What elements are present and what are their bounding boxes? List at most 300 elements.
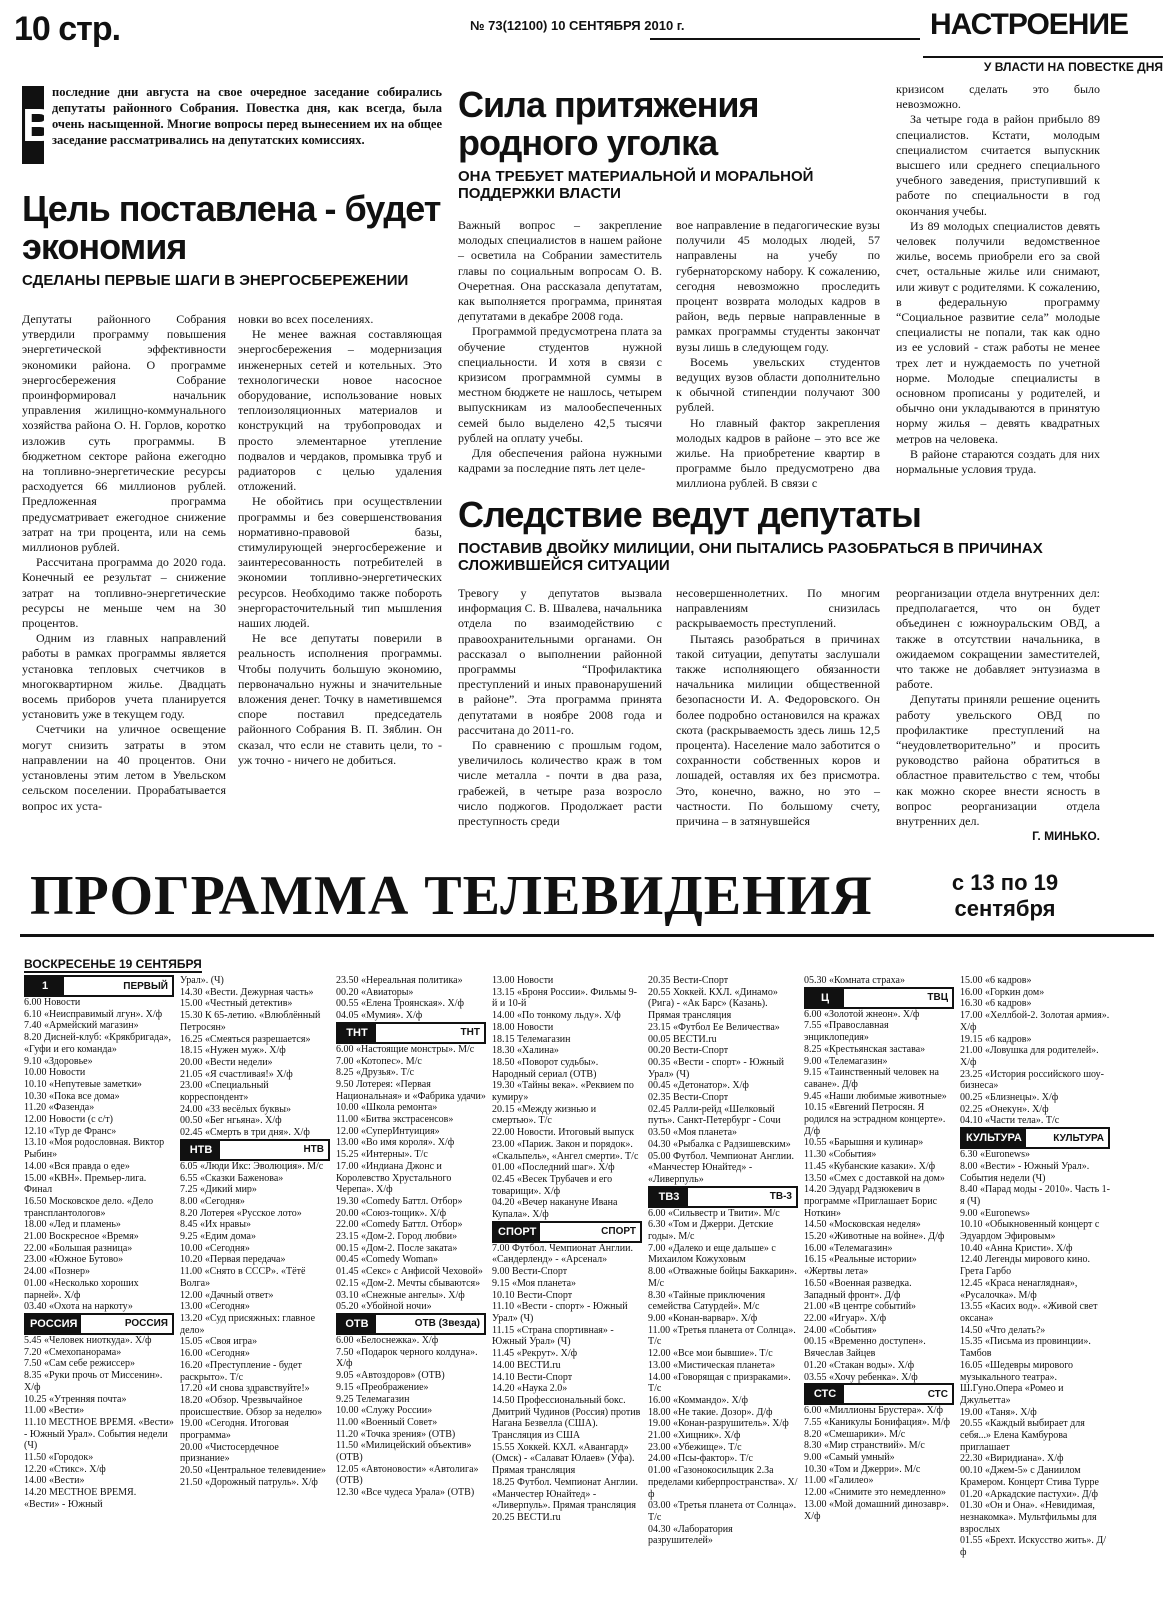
program-entry: 21.00 «Ловушка для родителей». Х/ф [960,1045,1099,1068]
program-entry: 20.25 ВЕСТИ.ru [492,1511,561,1523]
program-entry: 6.55 «Сказки Баженова» [180,1172,284,1184]
program-entry: 13.50 «Смех с доставкой на дом» [804,1172,945,1184]
program-entry: 24.00 «Псы-фактор». Т/с [648,1453,753,1465]
program-entry: 16.05 «Шедевры мирового музыкального театра». Ш.Гуно.Опера «Ромео и Джульетта» [960,1359,1074,1406]
program-entry: 10.55 «Барышня и кулинар» [804,1137,924,1149]
program-entry: 7.20 «Смехопанорама» [24,1346,122,1358]
paragraph: Рассчитана программа до 2020 года. Конечный ее результат – снижение затрат на топливно-энергетические ресурсы не меньше чем на 30 процентов. [22,555,226,631]
channel-name: ОТВ (Звезда) [414,1318,480,1330]
paragraph: Программой предусмотрена плата за обучение студентов нужной специальности. И хотя в связи с кризисом программной суммы в местном бюджете не нашлось, четырем выпускникам из малообеспеченных семей было выделено 42,5 тысячи рублей на оплату учебы. [458,324,662,445]
program-entry: 16.50 Московское дело. «Дело трансплантологов» [24,1195,154,1219]
program-entry: 9.00 «Самый умный» [804,1452,895,1464]
issue-info: № 73(12100) 10 СЕНТЯБРЯ 2010 г. [470,18,685,33]
program-entry: 03.10 «Снежные ангелы». Х/ф [336,1289,465,1301]
program-entry: 6.30 «Euronews» [960,1149,1030,1161]
program-entry: 9.00 «Конан-варвар». Х/ф [648,1312,758,1324]
channel-logo-icon: ОТВ [338,1315,376,1333]
program-entry: 14.00 «По тонкому льду». Х/ф [492,1010,621,1022]
program-entry: 14.30 «Вести. Дежурная часть» [180,986,314,998]
program-entry: 11.00 «Военный Совет» [336,1416,438,1428]
program-entry: 8.25 «Друзья». Т/с [336,1067,415,1079]
program-entry: 23.00 «Южное Бутово» [24,1254,124,1266]
channel-logo-icon: КУЛЬТУРА [962,1129,1026,1147]
program-entry: 18.15 «Нужен муж». Х/ф [180,1045,286,1057]
program-entry: 18.25 Футбол. Чемпионат Англии. «Манчестер Юнайтед» - «Ливерпуль». Прямая трансляция [492,1476,638,1512]
program-entry: 6.00 «Белоснежка». Х/ф [336,1334,439,1346]
program-entry: 01.00 «Газонокосильщик 2.За пределами киберпространства». Х/ф [648,1465,798,1500]
paragraph: За четыре года в район прибыло 89 специалистов. Кстати, молодым специалистом считается выпускник высшего или среднего специального учебного заведения, приступивший к работе по специальности в год окончания учебы. [896,112,1100,218]
paragraph: Но главный фактор закрепления молодых кадров в районе – это все же жилье. На приобретение квартир в программе было предусмотрено два миллиона рублей. В связи с [676,415,880,491]
program-entry: 11.30 «События» [804,1149,877,1161]
program-entry: 04.20 «Вечер накануне Ивана Купала». Х/ф [492,1197,618,1221]
program-entry: 10.10 «Обыкновенный концерт с Эдуардом Эфировым» [960,1219,1100,1243]
program-entry: 7.40 «Армейский магазин» [24,1020,139,1032]
program-entry: 9.25 Телемагазин [336,1393,410,1405]
program-entry: 02.35 Вести-Спорт [648,1092,729,1104]
program-entry: 7.00 Футбол. Чемпионат Англии. «Сандерленд» - «Арсенал» [492,1242,633,1266]
program-entry: 11.15 «Страна спортивная» - Южный Урал» (Ч) [492,1324,614,1348]
program-entry: 16.00 «Телемагазин» [804,1242,893,1254]
program-entry: 20.55 Хоккей. КХЛ. «Динамо» (Рига) - «Ак Барс» (Казань). Прямая трансляция [648,986,778,1022]
program-entry: 18.15 Телемагазин [492,1033,571,1045]
program-entry: 7.00 «Котопес». М/с [336,1055,422,1067]
program-entry: 16.15 «Реальные истории» «Жертвы лета» [804,1254,917,1278]
program-entry: 6.00 «Настоящие монстры». М/с [336,1043,475,1055]
program-entry: 19.00 «Таня». Х/ф [960,1406,1037,1418]
program-entry: 10.20 «Первая передача» [180,1254,286,1266]
program-entry: 14.50 Профессиональный бокс. Дмитрий Чудинов (Россия) против Нагана Безвелла (США). Трансляция из США [492,1394,641,1442]
program-entry: 14.00 «Вся правда о еде» [24,1160,130,1172]
program-entry: 20.55 «Каждый выбирает для себя...» Елена Камбурова приглашает [960,1418,1085,1453]
paragraph: Восемь увельских студентов ведущих вузов области дополнительно к обычной стипендии получают 300 рублей. [676,354,880,415]
program-entry: 18.20 «Обзор. Чрезвычайное происшествие. Обзор за неделю» [180,1394,323,1418]
program-entry: 10.30 «Том и Джерри». М/с [804,1463,921,1475]
program-entry: 11.20 «Фазенда» [24,1102,95,1114]
program-entry: 10.00 «Сегодня» [180,1242,250,1254]
article3-title: Следствие ведут депутаты [458,494,921,535]
paragraph: Пытаясь разобраться в причинах такой ситуации, депутаты заслушали также исполняющего обязанности начальника милиции общественной безопасности И. А. Федоровского. Он более подробно остановился на кражах скота (раскрываемость здесь лишь 12,5 процента). Население мало заботится о сохранности собственных коров и лошадей, оставляя их без присмотра. Это, конечно, важно, но это – частности. По большому счету, причина – в затянувшейся [676,631,880,829]
program-entry: 8.30 «Мир странствий». М/с [804,1440,925,1452]
rubric-title: НАСТРОЕНИЕ [930,8,1129,41]
program-entry: 12.10 «Тур де Франс» [24,1125,117,1137]
program-entry: 15.55 Хоккей. КХЛ. «Авангард» (Омск) - «Салават Юлаев» (Уфа). Прямая трансляция [492,1441,635,1477]
article3-col2 [676,586,880,829]
program-entry: 7.55 «Каникулы Бонифация». М/ф [804,1416,950,1428]
tv-column [492,975,642,1524]
program-entry: 14.20 МЕСТНОЕ ВРЕМЯ. «Вести» - Южный [24,1487,137,1510]
program-entry: 14.00 ВЕСТИ.ru [492,1359,561,1371]
program-entry: 17.20 «И снова здравствуйте!» [180,1383,310,1395]
program-entry: 00.45 «Comedy Woman» [336,1254,439,1266]
program-entry: 9.10 «Здоровье» [24,1055,93,1067]
article3-subtitle: ПОСТАВИВ ДВОЙКУ МИЛИЦИИ, ОНИ ПЫТАЛИСЬ РАЗОБРАТЬСЯ В ПРИЧИНАХ СЛОЖИВШЕЙСЯ СИТУАЦИИ [458,540,1043,574]
program-entry: 8.20 Дисней-клуб: «Крякбригада», «Гуфи и его команда» [24,1032,172,1055]
program-entry: 8.25 «Крестьянская застава» [804,1043,926,1055]
program-entry: 6.10 «Неисправимый лгун». Х/ф [24,1008,163,1020]
program-entry: 00.35 «Вести - спорт» - Южный Урал» (Ч) [648,1056,784,1080]
header-rule [650,38,920,40]
channel-name: РОССИЯ [124,1318,168,1330]
program-entry: 16.00 «Сегодня» [180,1348,250,1360]
program-entry: 9.00 «Телемагазин» [804,1055,888,1067]
tv-column [24,975,174,1511]
program-entry: 01.00 «Несколько хороших парней». Х/ф [24,1277,139,1301]
channel-name: ТВ-3 [769,1191,792,1203]
page-number: 10 стр. [14,10,121,48]
program-entry: 6.00 Новости [24,997,81,1008]
program-entry: 11.00 «Битва экстрасенсов» [336,1114,454,1126]
program-entry: Урал». (Ч) [180,975,224,986]
channel-logo-icon: ТНТ [338,1024,376,1042]
program-entry: 6.00 «Золотой жнеон». Х/ф [804,1008,920,1020]
program-entry: 23.15 «Дом-2. Город любви» [336,1231,458,1243]
program-entry: 8.35 «Руки прочь от Миссенин». Х/ф [24,1370,163,1393]
program-entry: 11.00 «Снято в СССР». «Тётё Волга» [180,1266,306,1289]
program-entry: 22.00 «Comedy Баттл. Отбор» [336,1219,463,1231]
program-entry: 01.55 «Брехт. Искусство жить». Д/ф [960,1535,1106,1559]
intro-block [22,84,442,164]
program-entry: 12.45 «Краса ненаглядная», «Русалочка». М/ф [960,1277,1078,1301]
article3-col3 [896,586,1100,843]
channel-name: СТС [927,1388,948,1400]
channel-header [804,987,954,1009]
program-entry: 03.00 «Третья планета от Солнца». Т/с [648,1500,797,1523]
article1-col2 [238,312,442,768]
tv-column [960,975,1110,1559]
program-entry: 10.10 «Непутевые заметки» [24,1078,142,1090]
program-entry: 8.20 «Смешарики». М/с [804,1428,906,1440]
tv-day-label: ВОСКРЕСЕНЬЕ 19 СЕНТЯБРЯ [24,957,202,971]
program-entry: 24.00 «Познер» [24,1266,90,1278]
program-entry: 00.15 «Временно доступен». Вячеслав Зайцев [804,1336,926,1360]
program-entry: 23.00 «Специальный корреспондент» [180,1080,269,1104]
program-entry: 16.00 «Горкин дом» [960,986,1045,998]
program-entry: 13.00 «Сегодня» [180,1301,250,1313]
program-entry: 01.20 «Аркадские пастухи». Д/ф [960,1488,1098,1500]
program-entry: 11.50 «Милицейский объектив» (ОТВ) [336,1440,472,1464]
paragraph: Тревогу у депутатов вызвала информация С. В. Швалева, начальника отдела по взаимодействию с правоохранительными органами. Он рассказал о выполнении районной программы “Профилактика преступлений и иных правонарушений в районе”. Эта программа принята депутатами в ноябре 2008 года и рассчитана до 2011-го. [458,586,662,737]
program-entry: 02.45 «Весек Трубачев и его товарищи». Х/ф [492,1173,613,1197]
program-entry: 20.00 «Вести недели» [180,1056,273,1068]
program-entry: 6.00 «Миллионы Брустера». Х/ф [804,1405,943,1417]
program-entry: 12.05 «Автоновости» «Автолига» (ОТВ) [336,1463,479,1487]
program-entry: 23.15 «Футбол Ее Величества» [648,1021,780,1033]
article3-signature: Г. МИНЬКО. [1032,829,1100,844]
program-entry: 00.20 Вести-Спорт [648,1045,729,1057]
paragraph: Важный вопрос – закрепление молодых специалистов в нашем районе – осветила на Собрании заместитель главы по социальным вопросам О. В. Очеретная. Она рассказала депутатам, как выполняется программа, принятая депутатами в декабре 2008 года. [458,218,662,324]
program-entry: 8.20 Лотерея «Русское лото» [180,1207,302,1219]
program-entry: 11.00 «Вести» [24,1405,85,1417]
program-entry: 03.50 «Моя планета» [648,1127,738,1139]
channel-logo-icon: РОССИЯ [26,1315,81,1333]
program-entry: 03.40 «Охота на наркоту» [24,1301,133,1313]
program-entry: 11.00 «Галилео» [804,1475,874,1487]
intro-text: последние дни августа на свое очередное заседание собирались депутаты районного Собрания. Повестка дня, как всегда, была очень насыщенной. Многие вопросы перед вынесением их на общее заседание рассматривались на депутатских комиссиях. [52,85,442,147]
channel-logo-icon: 1 [26,977,64,995]
channel-header [336,1313,486,1335]
program-entry: 12.00 «Снимите это немедленно» [804,1487,947,1499]
channel-name: СПОРТ [601,1226,636,1238]
paragraph: Одним из главных направлений работы в рамках программы является установка тепловых счетчиков в многоквартирном жилье. Двадцать восемь приборов учета планируется установить уже в текущем году. [22,631,226,722]
program-entry: 15.30 К 65-летию. «Влюблённый Петросян» [180,1010,321,1033]
tv-column [648,975,798,1547]
program-entry: 12.00 Новости (с с/т) [24,1114,113,1126]
program-entry: 9.15 «Таинственный человек на саване». Д/ф [804,1067,939,1090]
program-entry: 13.15 «Броня России». Фильмы 9-й и 10-й [492,986,638,1010]
tv-column [180,975,330,1489]
program-entry: 21.05 «Я счастливая!» Х/ф [180,1068,293,1080]
program-entry: 14.20 Эдуард Радзюкевич в программе «Приглашает Борис Ноткин» [804,1184,938,1219]
program-entry: 11.45 «Рекрут». Х/ф [492,1348,578,1360]
program-entry: 15.25 «Интерны». Т/с [336,1149,428,1161]
program-entry: 13.00 «Во имя короля». Х/ф [336,1137,455,1149]
program-entry: 19.00 «Сегодня. Итоговая программа» [180,1418,289,1442]
program-entry: 11.10 «Вести - спорт» - Южный Урал» (Ч) [492,1301,628,1324]
channel-header [24,1313,174,1335]
channel-header [648,1186,798,1208]
program-entry: 23.50 «Нереальная политика» [336,975,463,986]
program-entry: 19.30 «Тайны века». «Реквием по кумиру» [492,1080,634,1104]
program-entry: 23.25 «История российского шоу-бизнеса» [960,1068,1104,1092]
program-entry: 12.40 Легенды мирового кино. Грета Гарбо [960,1254,1090,1278]
program-entry: 22.00 «Игуар». Х/ф [804,1312,887,1324]
article1-subtitle: СДЕЛАНЫ ПЕРВЫЕ ШАГИ В ЭНЕРГОСБЕРЕЖЕНИИ [22,272,409,289]
program-entry: 10.25 «Утренняя почта» [24,1393,127,1405]
article2-col1 [458,218,662,476]
paragraph: Не обойтись при осуществлении программы и без совершенствования нормативно-правовой базы, стимулирующей энергосбережение и заинтересованность потребителей в экономии топливно-энергетических ресурсов. Необходимо также побороть энергорасточительный тип мышления наших людей. [238,494,442,631]
program-entry: 15.00 «6 кадров» [960,975,1032,986]
tv-column [804,975,954,1522]
program-entry: 02.15 «Дом-2. Мечты сбываются» [336,1277,481,1289]
program-entry: 16.30 «6 кадров» [960,998,1032,1010]
channel-logo-icon: НТВ [182,1141,220,1159]
program-entry: 9.00 Вести-Спорт [492,1266,568,1278]
program-entry: 00.25 «Близнецы». Х/ф [960,1092,1059,1104]
program-entry: 17.00 «Хеллбой-2. Золотая армия». Х/ф [960,1010,1110,1033]
program-entry: 14.10 Вести-Спорт [492,1371,573,1383]
program-entry: 16.50 «Военная разведка. Западный фронт». Д/ф [804,1277,912,1301]
program-entry: 14.50 «Что делать?» [960,1324,1046,1336]
program-entry: 11.00 «Третья планета от Солнца». Т/с [648,1324,796,1348]
program-entry: 22.00 «Большая разница» [24,1242,133,1254]
program-entry: 10.00 «Служу России» [336,1405,433,1417]
paragraph: вое направление в педагогические вузы получили 45 молодых людей, 57 направлены на учебу по губернаторскому набору. К сожалению, сегодня невозможно проследить процент возврата молодых кадров в район, ведь первые направленные в рамках программы студенты закончат вузы лишь в следующем году. [676,218,880,354]
paragraph: Не менее важная составляющая энергосбережения – модернизация инженерных сетей и котельных. Это технологически новое насосное оборудование, использование новых теплоизоляционных материалов и конструкций на трубопроводах и просто элементарное утепление подвалов и чердаков, промывка труб и радиаторов с целью удаления отложений. [238,327,442,494]
program-entry: 24.00 «События» [804,1324,877,1336]
program-entry: 16.25 «Смеяться разрешается» [180,1033,311,1045]
program-entry: 10.00 «Школа ремонта» [336,1102,438,1114]
paragraph: Депутаты районного Собрания утвердили программу повышения энергетической эффективности экономики района. О программе энергосбережения Собрание проинформировал начальник управления жилищно-коммунального хозяйства района О. Н. Горлов, коротко изложив суть программы. В бюджетном секторе района ежегодно на топливно-энергетические ресурсы расходуется 66 миллионов рублей. Предложенная программа предусматривает ежегодное снижение затрат на три процента, или на семь миллионов рублей. [22,312,226,555]
article2-header [458,86,878,202]
program-entry: 01.20 «Стакан воды». Х/ф [804,1359,915,1371]
paragraph: Для обеспечения района нужными кадрами за последние пять лет целе- [458,446,662,476]
program-entry: 10.10 Вести-Спорт [492,1289,573,1301]
program-entry: 20.35 Вести-Спорт [648,975,729,986]
program-entry: 15.05 «Своя игра» [180,1336,258,1348]
program-entry: 05.30 «Комната страха» [804,975,905,986]
article2-col3 [896,82,1100,477]
program-entry: 17.00 «Индиана Джонс и Королевство Хрустального Черепа». Х/ф [336,1160,452,1196]
article3-col1 [458,586,662,829]
program-entry: 05.00 Футбол. Чемпионат Англии. «Манчестер Юнайтед» - «Ливерпуль» [648,1150,794,1185]
program-entry: 21.00 «Хищник». Х/ф [648,1430,741,1442]
program-entry: 16.20 «Преступление - будет раскрыто». Т/с [180,1359,302,1383]
program-entry: 00.15 «Дом-2. После заката» [336,1242,458,1254]
tv-column [336,975,486,1499]
paragraph: По сравнению с прошлым годом, увеличилось количество краж в том числе металла - почти в два раза, грабежей, в четыре раза возросло число поджогов. Продолжает расти преступность среди [458,738,662,829]
program-entry: 12.00 «СуперИнтуиция» [336,1125,440,1137]
program-entry: 04.05 «Мумия». Х/ф [336,1010,423,1022]
program-entry: 6.00 «Сильвестр и Твити». М/с [648,1207,780,1219]
program-entry: 7.25 «Дикий мир» [180,1184,257,1196]
program-entry: 01.30 «Он и Она». «Невидимая, незнакомка». Мультфильмы для взрослых [960,1500,1097,1535]
program-entry: 12.00 «Все мои бывшие». Т/с [648,1348,773,1360]
program-entry: 9.45 «Наши любимые животные» [804,1090,947,1102]
program-entry: 02.45 «Смерть в три дня». Х/ф [180,1127,310,1139]
program-entry: 20.00 «Чистосердечное признание» [180,1441,279,1465]
program-entry: 5.45 «Человек ниоткуда». Х/ф [24,1334,152,1346]
paragraph: Депутаты приняли решение оценить работу увельского ОВД по профилактике преступлений на “неудовлетворительно” и просить руководство района обратиться в областное правительство с тем, чтобы как можно скорее внести ясность в вопрос реорганизации отдела внутренних дел. [896,692,1100,829]
program-entry: 21.50 «Дорожный патруль». Х/ф [180,1476,318,1488]
program-entry: 9.00 «Euronews» [960,1207,1030,1219]
program-entry: 15.00 «Честный детектив» [180,998,293,1010]
program-entry: 9.15 «Моя планета» [492,1277,577,1289]
program-entry: 7.00 «Далеко и еще дальше» с Михаилом Кожуховым [648,1242,776,1266]
paragraph: новки во всех поселениях. [238,312,374,326]
program-entry: 19.15 «6 кадров» [960,1033,1032,1045]
program-entry: 05.20 «Убойной ночи» [336,1301,432,1313]
program-entry: 20.00 «Союз-тощик». Х/ф [336,1207,447,1219]
program-entry: 10.40 «Анна Кристи». Х/ф [960,1242,1073,1254]
program-entry: 7.50 «Подарок черного колдуна». Х/ф [336,1346,478,1370]
program-entry: 9.25 «Едим дома» [180,1231,256,1243]
program-entry: 6.05 «Люди Икс: Эволюция». М/с [180,1160,324,1172]
channel-logo-icon: СТС [806,1385,844,1403]
program-entry: 8.00 «Отважные бойцы Баккарин». М/с [648,1266,797,1289]
channel-name: ПЕРВЫЙ [123,980,168,992]
paragraph: реорганизации отдела внутренних дел: предполагается, что он будет объединен с южноуральским ОВД, а также в отсутствии начальника, в ожидаемом сокращении заместителей, что также не добавляет энтузиазма в работе. [896,586,1100,692]
tv-rule [20,934,1154,937]
program-entry: 00.50 «Бег нгьяна». Х/ф [180,1115,282,1127]
program-entry: 00.45 «Детонатор». Х/ф [648,1080,749,1092]
channel-name: НТВ [303,1144,324,1156]
program-entry: 00.55 «Елена Троянская». Х/ф [336,998,464,1010]
program-entry: 01.45 «Секс» с Анфисой Чеховой» [336,1266,483,1278]
channel-header [336,1022,486,1044]
program-entry: 14.50 «Московская неделя» [804,1219,921,1231]
program-entry: 8.30 «Тайные приключения семейства Сатурдей». М/с [648,1289,766,1313]
program-entry: 12.30 «Все чудеса Урала» (ОТВ) [336,1487,475,1499]
program-entry: 20.15 «Между жизнью и смертью». Т/с [492,1103,597,1127]
program-entry: 00.05 ВЕСТИ.ru [648,1033,717,1045]
program-entry: 8.00 «Сегодня» [180,1195,245,1207]
program-entry: 11.10 МЕСТНОЕ ВРЕМЯ. «Вести» - Южный Урал». События недели (Ч) [24,1416,174,1452]
paragraph: Счетчики на уличное освещение могут снизить затраты в этом направлении на 40 процентов. Они установлены этим летом в Увельском сельском поселении. Прорабатывается вопрос их уста- [22,722,226,813]
program-entry: 14.20 «Наука 2.0» [492,1383,568,1395]
channel-header [960,1127,1110,1149]
channel-logo-icon: СПОРТ [494,1223,540,1241]
program-entry: 13.00 «Мистическая планета» [648,1359,776,1371]
program-entry: 21.00 Воскресное «Время» [24,1231,139,1243]
program-entry: 22.00 Новости. Итоговый выпуск [492,1127,634,1139]
article3-header [458,496,1138,574]
program-entry: 10.00 Новости [24,1067,86,1079]
program-entry: 8.45 «Их нравы» [180,1219,251,1231]
program-entry: 03.55 «Хочу ребенка». Х/ф [804,1371,918,1383]
program-entry: 04.30 «Лаборатория разрушителей» [648,1523,733,1547]
channel-logo-icon: Ц [806,989,844,1007]
program-entry: 14.00 «Вести» [24,1475,85,1487]
program-entry: 8.40 «Парад моды - 2010». Часть 1-я (Ч) [960,1184,1110,1207]
program-entry: 14.00 «Говорящая с призраками». Т/с [648,1371,791,1395]
program-entry: 19.30 «Comedy Баттл. Отбор» [336,1195,463,1207]
program-entry: 21.00 «В центре событий» [804,1301,917,1313]
paragraph: несовершеннолетних. По многим направлениям снизилась раскрываемость преступлений. [676,586,880,631]
program-entry: 16.00 «Коммандо». Х/ф [648,1394,748,1406]
program-entry: 24.00 «33 весёлых буквы» [180,1103,291,1115]
program-entry: 7.50 «Сам себе режиссер» [24,1358,135,1370]
article1-header [22,190,442,289]
program-entry: 13.20 «Суд присяжных: главное дело» [180,1312,316,1336]
program-entry: 12.20 «Стикс». Х/ф [24,1463,106,1475]
program-entry: 00.20 «Авиаторы» [336,986,414,998]
program-entry: 9.50 Лотерея: «Первая Национальная» и «Фабрика удачи» [336,1078,486,1102]
channel-header [804,1383,954,1405]
rubric-subtitle: У ВЛАСТИ НА ПОВЕСТКЕ ДНЯ [923,56,1163,74]
program-entry: 01.00 «Последний шаг». Х/ф [492,1162,615,1174]
program-entry: 04.30 «Рыбалка с Радзишевским» [648,1138,791,1150]
program-entry: 15.35 «Письма из провинции». Тамбов [960,1336,1091,1360]
program-entry: 18.00 «Не такие. Дозор». Д/ф [648,1406,773,1418]
channel-name: ТВЦ [927,992,948,1004]
program-entry: 04.10 «Части тела». Т/с [960,1115,1060,1127]
program-entry: 13.55 «Касих вод». «Живой свет оксана» [960,1301,1098,1324]
channel-header [24,975,174,997]
article2-subtitle: ОНА ТРЕБУЕТ МАТЕРИАЛЬНОЙ И МОРАЛЬНОЙ ПОДДЕРЖКИ ВЛАСТИ [458,168,814,202]
program-entry: 15.20 «Животные на войне». Д/ф [804,1231,945,1243]
article2-title: Сила притяжения родного уголка [458,84,759,163]
channel-name: ТНТ [460,1027,480,1039]
channel-header [492,1221,642,1243]
program-entry: 8.00 «Вести» - Южный Урал». События недели (Ч) [960,1160,1090,1184]
program-entry: 7.55 «Православная энциклопедия» [804,1020,889,1044]
program-entry: 18.50 «Поворот судьбы». Народный сериал (ОТВ) [492,1056,599,1080]
program-entry: 11.45 «Кубанские казаки». Х/ф [804,1160,936,1172]
program-entry: 12.00 «Дачный ответ» [180,1289,274,1301]
program-entry: 00.10 «Джем-5» с Даниилом Крамером. Концерт Стива Турре [960,1465,1099,1488]
program-entry: 9.05 «Автоздоров» (ОТВ) [336,1370,445,1382]
program-entry: 11.50 «Городок» [24,1452,94,1464]
channel-logo-icon: ТВ3 [650,1188,688,1206]
program-entry: 13.10 «Моя родословная. Виктор Рыбин» [24,1137,165,1161]
paragraph: кризисом сделать это было невозможно. [896,82,1100,112]
article1-col1 [22,312,226,814]
program-entry: 6.30 «Том и Джерри. Детские годы». М/с [648,1219,774,1243]
program-entry: 23.00 «Париж. Закон и порядок». «Скальпель», «Ангел смерти». Т/с [492,1138,639,1162]
tv-dates: с 13 по 19 сентября [951,870,1059,921]
program-entry: 10.30 «Пока все дома» [24,1090,120,1102]
program-entry: 15.00 «КВН». Премьер-лига. Финал [24,1172,147,1196]
program-entry: 11.20 «Точка зрения» (ОТВ) [336,1428,456,1440]
program-entry: 22.30 «Виридиана». Х/ф [960,1453,1064,1465]
paragraph: Не все депутаты поверили в реальность исполнения программы. Чтобы получить большую экономию, первоначально нужны и значительные вложения денег. Точку в наметившемся споре поставил председатель районного Собрания В. П. Зяблин. Он сказал, что если не ставить цели, то - уж точно - ничего не добиться. [238,631,442,767]
paragraph: Из 89 молодых специалистов девять человек получили ведомственное жилье, восемь приобрели его за свой счет, остальные жилье или снимают, или живут с родителями. К сожалению, в федеральную программу “Социальное развитие села” молодые специалисты не попали, так как одно из ее условий - стаж работы не менее трех лет и нуждаемость по учетной норме. Молодые специалисты в основном прописаны у родителей, и обычно они укладываются в принятую норму жилья – девять квадратных метров на человека. [896,218,1100,446]
article2-col2 [676,218,880,492]
program-entry: 18.00 «Лед и пламень» [24,1219,121,1231]
program-entry: 13.00 «Мой домашний динозавр». Х/ф [804,1498,949,1522]
program-entry: 18.00 Новости [492,1021,554,1033]
program-entry: 9.15 «Преображение» [336,1381,429,1393]
